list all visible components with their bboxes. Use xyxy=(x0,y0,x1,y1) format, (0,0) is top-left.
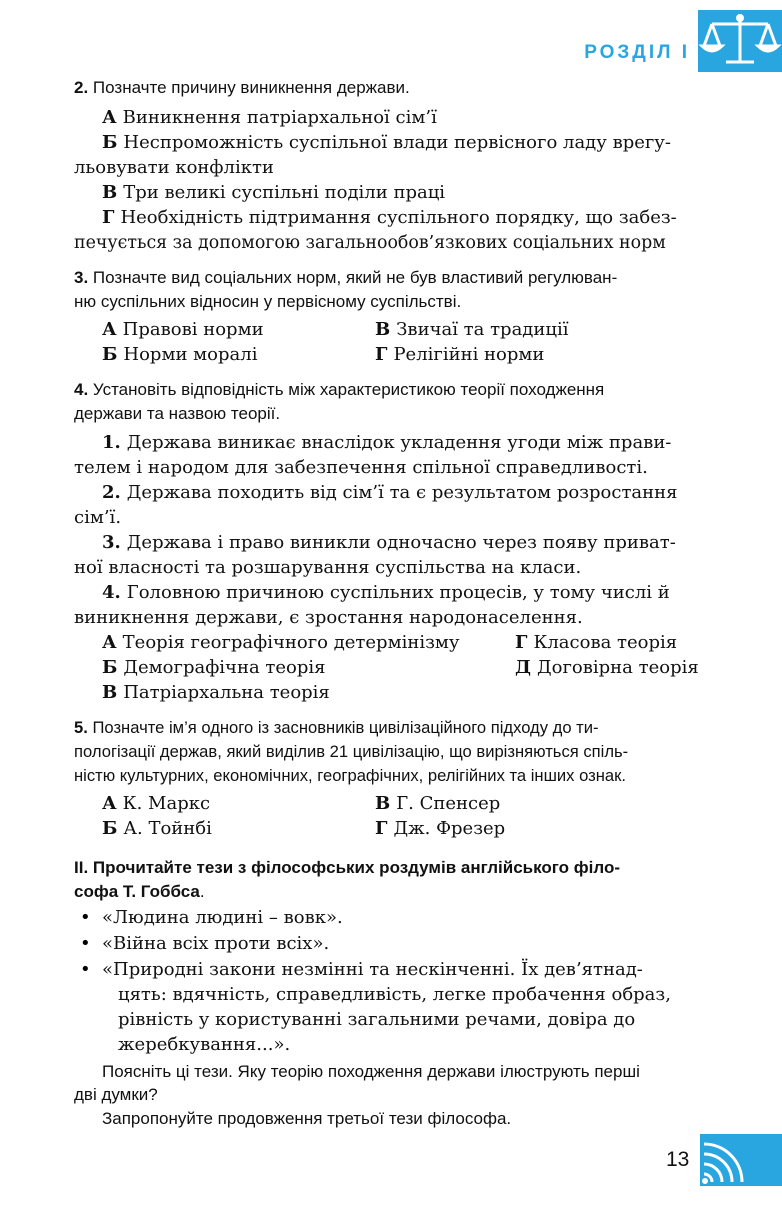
statement-text: Держава і право виникли одночасно через появу приват- xyxy=(126,532,676,553)
statement-4 xyxy=(102,581,670,605)
option-text: Релігійні норми xyxy=(393,344,545,365)
statement-2 xyxy=(102,481,678,505)
bullet-icon: • xyxy=(80,907,91,928)
option-key: В xyxy=(375,793,391,814)
option-text: А. Тойнбі xyxy=(123,818,212,839)
option-text: Дж. Фрезер xyxy=(393,818,506,839)
task-1-cont: дві думки? xyxy=(74,1085,158,1104)
bullet-icon: • xyxy=(80,959,91,980)
option-c xyxy=(375,318,568,342)
statement-text: Головною причиною суспільних процесів, у тому числі й xyxy=(126,582,670,603)
prompt-text: ністю культурних, економічних, географічних, релігійних та інших ознак. xyxy=(74,766,626,785)
question-number: 3. xyxy=(74,268,89,287)
bullet-icon: • xyxy=(80,933,91,954)
statement-3 xyxy=(102,531,676,555)
option-key: Г xyxy=(375,344,388,365)
option-text: Правові норми xyxy=(122,319,264,340)
option-c xyxy=(375,792,500,816)
option-key: Б xyxy=(102,344,118,365)
option-text: Виникнення патріархальної сім’ї xyxy=(122,107,437,128)
option-b-cont: льовувати конфлікти xyxy=(74,157,274,178)
statement-text: Держава походить від сім’ї та є результатом розростання xyxy=(126,482,678,503)
option-d xyxy=(102,206,677,230)
task-2: Запропонуйте продовження третьої тези філософа. xyxy=(102,1109,512,1128)
option-b xyxy=(102,343,257,367)
statement-1 xyxy=(102,431,671,455)
prompt-text: Позначте ім’я одного із засновників цивілізаційного підходу до ти- xyxy=(92,718,599,737)
option-a xyxy=(102,792,210,816)
question-2-prompt xyxy=(74,76,716,100)
prompt-text: Установіть відповідність між характеристикою теорії походження xyxy=(92,380,605,399)
bullet-3-line-3: рівність у користуванні загальними речами, довіра до xyxy=(118,1009,636,1030)
question-3-prompt xyxy=(74,266,716,314)
option-text: Звичаї та традиції xyxy=(396,319,569,340)
option-text: К. Маркс xyxy=(122,793,211,814)
question-number: 4. xyxy=(74,380,89,399)
prompt-text: держави та назвою теорії. xyxy=(74,404,281,423)
statement-text: Держава виникає внаслідок укладення угоди між прави- xyxy=(126,432,672,453)
option-text: Необхідність підтримання суспільного порядку, що забез- xyxy=(120,207,677,228)
statement-1-cont: телем і народом для забезпечення спільної справедливості. xyxy=(74,457,648,478)
option-d xyxy=(375,817,505,841)
bullet-2: «Війна всіх проти всіх». xyxy=(102,933,330,954)
option-text: Теорія географічного детермінізму xyxy=(122,632,460,653)
option-a xyxy=(102,631,460,655)
option-key: Г xyxy=(375,818,388,839)
statement-2-cont: сім’ї. xyxy=(74,507,122,528)
option-key: А xyxy=(102,319,117,340)
prompt-text: пологізації держав, який виділив 21 цивілізацію, що вирізняються спіль- xyxy=(74,742,629,761)
option-text: Г. Спенсер xyxy=(396,793,501,814)
bullet-3-line-4: жеребкування...». xyxy=(118,1034,291,1055)
part-2-title xyxy=(74,856,716,904)
option-a xyxy=(102,318,264,342)
statement-key: 3. xyxy=(102,532,121,553)
option-text: Класова теорія xyxy=(533,632,678,653)
prompt-text: Позначте причину виникнення держави. xyxy=(92,78,410,97)
bullet-3-line-2: цять: вдячність, справедливість, легке пробачення образ, xyxy=(118,984,671,1005)
question-4-prompt xyxy=(74,378,716,426)
option-c xyxy=(102,681,330,705)
option-key: Б xyxy=(102,818,118,839)
signal-waves-icon xyxy=(700,1134,782,1186)
scales-icon xyxy=(698,10,782,72)
option-c xyxy=(102,181,445,205)
option-b xyxy=(102,817,212,841)
option-b xyxy=(102,131,671,155)
task-1 xyxy=(102,1060,716,1083)
section-label: РОЗДІЛ I xyxy=(584,42,690,63)
option-d xyxy=(515,631,677,655)
title-period: . xyxy=(199,882,205,901)
footer-tab xyxy=(700,1134,782,1186)
prompt-text: ню суспільних відносин у первісному суспільстві. xyxy=(74,292,462,311)
option-key: Б xyxy=(102,657,118,678)
title-text: II. Прочитайте тези з філософських роздумів англійського філо- xyxy=(74,858,620,877)
option-key: В xyxy=(102,682,118,703)
option-key: А xyxy=(102,793,117,814)
question-number: 5. xyxy=(74,718,88,737)
statement-4-cont: виникнення держави, є зростання народонаселення. xyxy=(74,607,583,628)
bullet-1: «Людина людині – вовк». xyxy=(102,907,343,928)
option-key: Д xyxy=(515,657,532,678)
option-e xyxy=(515,656,699,680)
option-key: А xyxy=(102,632,117,653)
option-key: Г xyxy=(102,207,115,228)
option-text: Патріархальна теорія xyxy=(123,682,330,703)
option-a xyxy=(102,106,437,130)
option-text: Норми моралі xyxy=(123,344,258,365)
bullet-3-line-1: «Природні закони незмінні та нескінченні. Їх дев’ятнад- xyxy=(102,959,643,980)
task-text: Поясніть ці тези. Яку теорію походження держави ілюструють перші xyxy=(102,1062,640,1081)
option-text: Договірна теорія xyxy=(537,657,699,678)
statement-key: 1. xyxy=(102,432,121,453)
statement-3-cont: ної власності та розшарування суспільства на класи. xyxy=(74,557,582,578)
header-tab xyxy=(698,10,782,72)
option-d xyxy=(375,343,544,367)
option-key: В xyxy=(375,319,391,340)
question-number: 2. xyxy=(74,78,89,97)
prompt-text: Позначте вид соціальних норм, який не був властивий регулюван- xyxy=(92,268,618,287)
statement-key: 2. xyxy=(102,482,121,503)
option-key: В xyxy=(102,182,118,203)
option-text: Три великі суспільні поділи праці xyxy=(123,182,446,203)
option-text: Неспроможність суспільної влади первісного ладу врегу- xyxy=(123,132,671,153)
page-number: 13 xyxy=(666,1148,690,1171)
question-5-prompt xyxy=(74,716,716,788)
option-key: Г xyxy=(515,632,528,653)
option-key: Б xyxy=(102,132,118,153)
option-text: Демографічна теорія xyxy=(123,657,326,678)
option-b xyxy=(102,656,325,680)
statement-key: 4. xyxy=(102,582,121,603)
option-d-cont: печується за допомогою загальнообов’язкових соціальних норм xyxy=(74,233,666,253)
option-key: А xyxy=(102,107,117,128)
title-text: софа Т. Гоббса xyxy=(74,882,200,901)
